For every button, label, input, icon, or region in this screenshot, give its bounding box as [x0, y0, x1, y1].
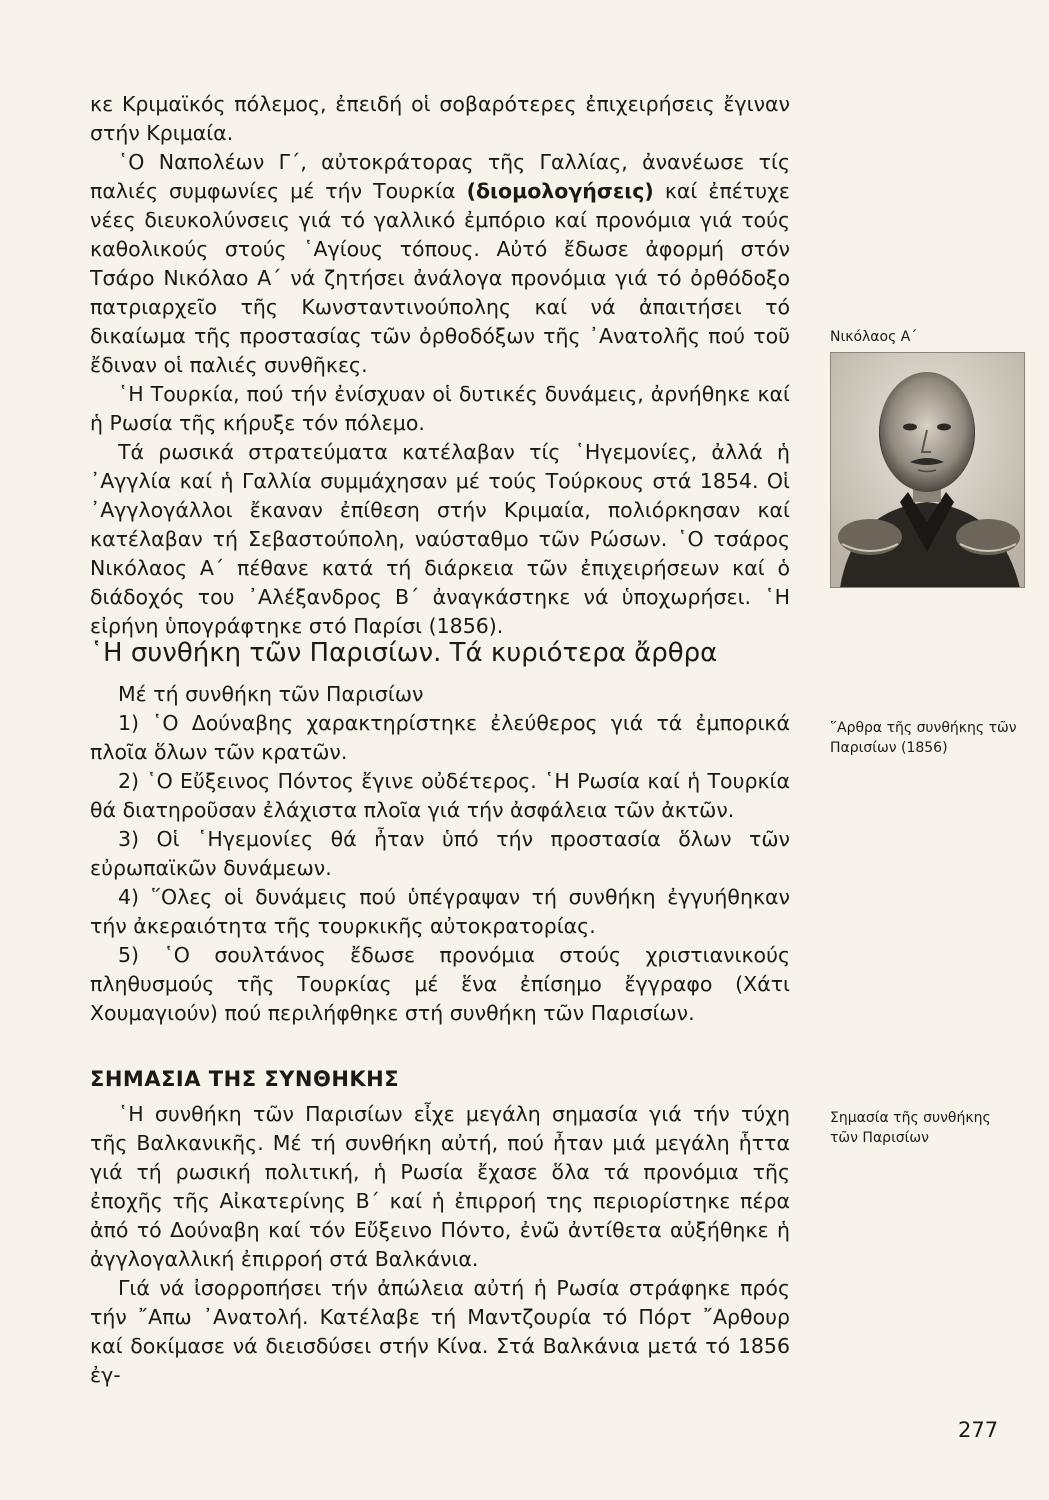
- paragraph-napoleon: ῾Ο Ναπολέων Γ΄, αὐτοκράτορας τῆς Γαλλίας, ἀνανέωσε τίς παλιές συμφωνίες μέ τήν Τουρκία (διομολογήσεις) καί ἐπέτυχε νέες διευκολύνσεις γιά τό γαλλικό ἐμπόριο καί προνόμια γιά τούς καθολικούς στούς ῾Αγίους τόπους. Αὐτό ἔδωσε ἀφορμή στόν Τσάρο Νικόλαο Α΄ νά ζητήσει ἀνάλογα προνόμια γιά τό ὀρθόδοξο πατριαρχεῖο τῆς Κωνσταντινούπολης καί νά ἀπαιτήσει τό δικαίωμα τῆς προστασίας τῶν ὀρθοδόξων τῆς ᾿Ανατολῆς πού τοῦ ἔδιναν οἱ παλιές συνθῆκες.: [90, 150, 790, 377]
- significance-text: [90, 1100, 790, 1390]
- significance-heading: ΣΗΜΑΣΙΑ ΤΗΣ ΣΥΝΘΗΚΗΣ: [90, 1067, 400, 1091]
- portrait-icon: [830, 352, 1025, 588]
- treaty-intro: Μέ τή συνθήκη τῶν Παρισίων: [118, 682, 424, 706]
- paragraph-war: Τά ρωσικά στρατεύματα κατέλαβαν τίς ῾Ηγεμονίες, ἀλλά ἡ ᾿Αγγλία καί ἡ Γαλλία συμμάχησαν μέ τούς Τούρκους στά 1854. Οἱ ᾿Αγγλογάλλοι ἔκαναν ἐπίθεση στήν Κριμαία, πολιόρκησαν καί κατέλαβαν τή Σεβαστούπολη, ναύσταθμο τῶν Ρώσων. ῾Ο τσάρος Νικόλαος Α΄ πέθανε κατά τή διάρκεια τῶν ἐπιχειρήσεων καί ὁ διάδοχός του ᾿Αλέξανδρος Β΄ ἀναγκάστηκε νά ὑποχωρήσει. ῾Η εἰρήνη ὑπογράφτηκε στό Παρίσι (1856).: [90, 440, 790, 638]
- article-item: 2) ῾Ο Εὔξεινος Πόντος ἔγινε οὐδέτερος. ῾Η Ρωσία καί ἡ Τουρκία θά διατηροῦσαν ἐλάχιστα πλοῖα γιά τήν ἀσφάλεια τῶν ἀκτῶν.: [90, 769, 790, 822]
- margin-note-articles: ῞Αρθρα τῆς συνθήκης τῶν Παρισίων (1856): [830, 720, 1017, 756]
- paragraph-turkey: ῾Η Τουρκία, πού τήν ἐνίσχυαν οἱ δυτικές δυνάμεις, ἀρνήθηκε καί ἡ Ρωσία τῆς κήρυξε τόν πόλεμο.: [90, 382, 790, 435]
- article-item: 1) ῾Ο Δούναβης χαρακτηρίστηκε ἐλεύθερος γιά τά ἐμπορικά πλοῖα ὅλων τῶν κρατῶν.: [90, 711, 790, 764]
- significance-paragraph: ῾Η συνθήκη τῶν Παρισίων εἶχε μεγάλη σημασία γιά τήν τύχη τῆς Βαλκανικῆς. Μέ τή συνθήκη αὐτή, πού ἦταν μιά μεγάλη ἧττα γιά τή ρωσική πολιτική, ἡ Ρωσία ἔχασε ὅλα τά προνόμια τῆς ἐποχῆς τῆς Αἰκατερίνης Β΄ καί ἡ ἐπιρροή της περιορίστηκε πέρα ἀπό τό Δούναβη καί τόν Εὔξεινο Πόντο, ἐνῶ ἀντίθετα αὐξήθηκε ἡ ἀγγλογαλλική ἐπιρροή στά Βαλκάνια.: [90, 1102, 790, 1271]
- significance-paragraph: Γιά νά ἰσορροπήσει τήν ἀπώλεια αὐτή ἡ Ρωσία στράφηκε πρός τήν ῎Απω ᾿Ανατολή. Κατέλαβε τή Μαντζουρία τό Πόρτ ῎Αρθουρ καί δοκίμασε νά διεισδύσει στήν Κίνα. Στά Βαλκάνια μετά τό 1856 ἐγ-: [90, 1276, 790, 1387]
- margin-note-nicholas: Νικόλαος Α΄: [830, 329, 918, 345]
- page-number: 277: [958, 1418, 999, 1442]
- treaty-heading: ῾Η συνθήκη τῶν Παρισίων. Τά κυριότερα ἄρθρα: [90, 638, 718, 668]
- portrait-nicholas-i: [830, 352, 1025, 588]
- paragraph-crimea: κε Κριμαϊκός πόλεμος, ἐπειδή οἱ σοβαρότερες ἐπιχειρήσεις ἔγιναν στήν Κριμαία.: [90, 92, 790, 145]
- intro-text: [90, 90, 790, 641]
- article-item: 4) ῞Ολες οἱ δυνάμεις πού ὑπέγραψαν τή συνθήκη ἐγγυήθηκαν τήν ἀκεραιότητα τῆς τουρκικῆς αὐτοκρατορίας.: [90, 885, 790, 938]
- article-item: 5) ῾Ο σουλτάνος ἔδωσε προνόμια στούς χριστιανικούς πληθυσμούς τῆς Τουρκίας μέ ἕνα ἐπίσημο ἔγγραφο (Χάτι Χουμαγιούν) πού περιλήφθηκε στή συνθήκη τῶν Παρισίων.: [90, 943, 790, 1025]
- term-capitulations: (διομολογήσεις): [466, 179, 654, 203]
- margin-note-significance: Σημασία τῆς συνθήκης τῶν Παρισίων: [830, 1110, 991, 1146]
- treaty-articles: [90, 680, 790, 1028]
- article-item: 3) Οἱ ῾Ηγεμονίες θά ἦταν ὑπό τήν προστασία ὅλων τῶν εὐρωπαϊκῶν δυνάμεων.: [90, 827, 790, 880]
